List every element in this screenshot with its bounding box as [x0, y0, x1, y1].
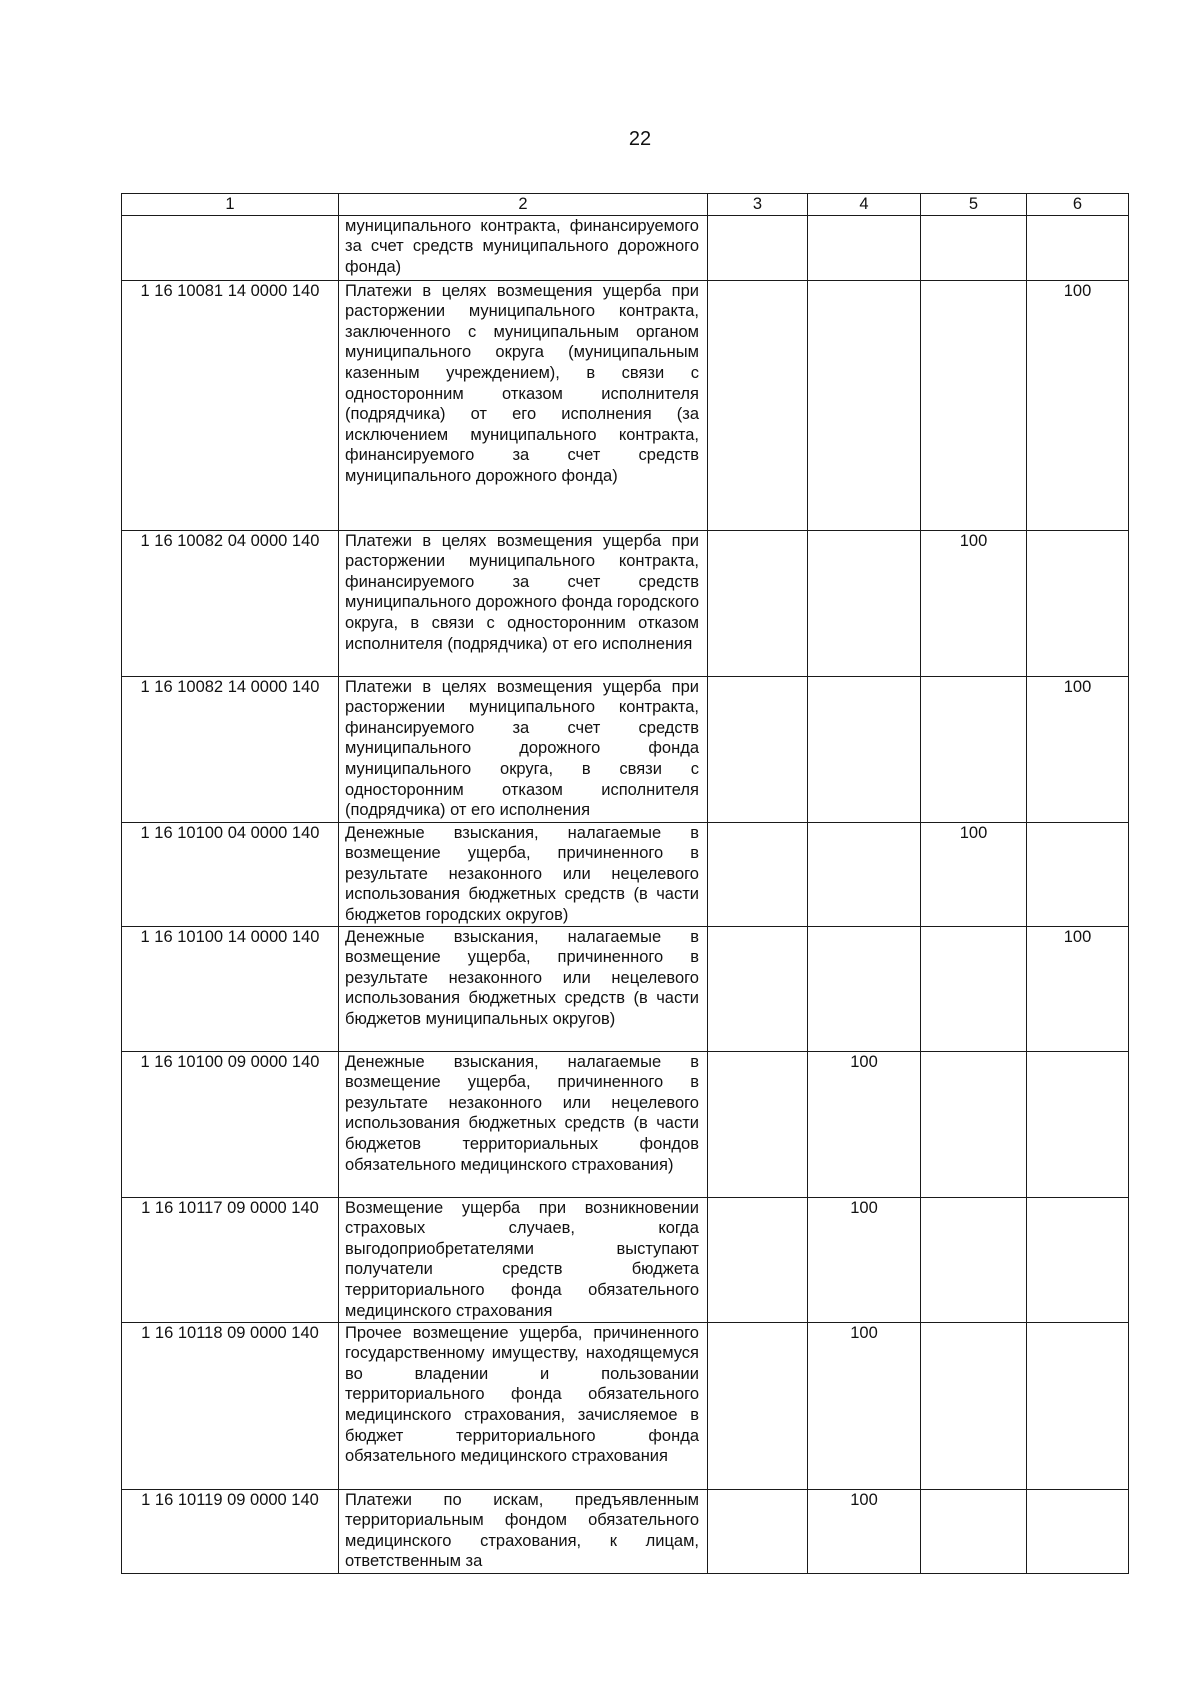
value-cell-col4: 100	[808, 1322, 921, 1489]
column-header: 6	[1027, 194, 1129, 216]
value-cell-col4: 100	[808, 1051, 921, 1197]
description-text: Денежные взыскания, налагаемые в возмещение ущерба, причиненного в результате незаконного или нецелевого использования бюджетных средств (в части бюджетов муниципальных округов)	[345, 927, 699, 1028]
revenue-code-cell: 1 16 10118 09 0000 140	[122, 1322, 339, 1489]
value-cell-col4	[808, 280, 921, 530]
revenue-code-cell: 1 16 10082 14 0000 140	[122, 676, 339, 822]
description-text: Платежи в целях возмещения ущерба при расторжении муниципального контракта, финансируемого за счет средств муниципального дорожного фонда городского округа, в связи с односторонним отказом исполнителя (подрядчика) от его исполнения	[345, 531, 699, 653]
revenue-code-cell: 1 16 10100 04 0000 140	[122, 822, 339, 926]
value-cell-col6	[1027, 1489, 1129, 1573]
value-cell-col3	[708, 530, 808, 676]
description-cell	[339, 822, 708, 926]
description-text: Денежные взыскания, налагаемые в возмещение ущерба, причиненного в результате незаконного или нецелевого использования бюджетных средств (в части бюджетов территориальных фондов обязательного медицинского страхования)	[345, 1052, 699, 1174]
description-cell	[339, 1051, 708, 1197]
revenue-code-cell: 1 16 10100 14 0000 140	[122, 926, 339, 1051]
table-row	[122, 1051, 1129, 1197]
table-row	[122, 280, 1129, 530]
table-row	[122, 926, 1129, 1051]
table-row	[122, 1322, 1129, 1489]
table-row	[122, 215, 1129, 280]
revenue-code-cell: 1 16 10119 09 0000 140	[122, 1489, 339, 1573]
table-row	[122, 1489, 1129, 1573]
description-text: Платежи в целях возмещения ущерба при расторжении муниципального контракта, финансируемого за счет средств муниципального дорожного фонда муниципального округа, в связи с односторонним отказом исполнителя (подрядчика) от его исполнения	[345, 677, 699, 820]
value-cell-col6	[1027, 822, 1129, 926]
value-cell-col5	[921, 1489, 1027, 1573]
revenue-code-cell: 1 16 10082 04 0000 140	[122, 530, 339, 676]
description-text: Прочее возмещение ущерба, причиненного государственному имуществу, находящемуся во владении и пользовании территориального фонда обязательного медицинского страхования, зачисляемое в бюджет территориального фонда обязательного медицинского страхования	[345, 1323, 699, 1466]
description-cell	[339, 280, 708, 530]
revenue-code-cell: 1 16 10100 09 0000 140	[122, 1051, 339, 1197]
table-row	[122, 676, 1129, 822]
value-cell-col3	[708, 1051, 808, 1197]
page-number: 22	[628, 128, 652, 150]
description-cell	[339, 1322, 708, 1489]
value-cell-col6	[1027, 1322, 1129, 1489]
value-cell-col3	[708, 676, 808, 822]
value-cell-col6: 100	[1027, 676, 1129, 822]
revenue-code-cell: 1 16 10081 14 0000 140	[122, 280, 339, 530]
value-cell-col5	[921, 1322, 1027, 1489]
description-cell	[339, 676, 708, 822]
value-cell-col4	[808, 676, 921, 822]
column-header: 5	[921, 194, 1027, 216]
value-cell-col3	[708, 1197, 808, 1322]
value-cell-col6	[1027, 1197, 1129, 1322]
value-cell-col5	[921, 280, 1027, 530]
description-cell	[339, 926, 708, 1051]
value-cell-col6	[1027, 215, 1129, 280]
value-cell-col3	[708, 280, 808, 530]
table-row	[122, 530, 1129, 676]
value-cell-col6	[1027, 1051, 1129, 1197]
value-cell-col5	[921, 215, 1027, 280]
value-cell-col6: 100	[1027, 280, 1129, 530]
column-header: 2	[339, 194, 708, 216]
description-text: Денежные взыскания, налагаемые в возмещение ущерба, причиненного в результате незаконного или нецелевого использования бюджетных средств (в части бюджетов городских округов)	[345, 823, 699, 924]
value-cell-col4	[808, 822, 921, 926]
description-text: Платежи по искам, предъявленным территориальным фондом обязательного медицинского страхования, к лицам, ответственным за	[345, 1490, 699, 1571]
value-cell-col3	[708, 822, 808, 926]
description-cell	[339, 1489, 708, 1573]
value-cell-col4	[808, 530, 921, 676]
value-cell-col5	[921, 676, 1027, 822]
revenue-codes-table	[121, 193, 1129, 1574]
value-cell-col3	[708, 215, 808, 280]
value-cell-col4: 100	[808, 1489, 921, 1573]
description-text: Возмещение ущерба при возникновении страховых случаев, когда выгодоприобретателями выступают получатели средств бюджета территориального фонда обязательного медицинского страхования	[345, 1198, 699, 1320]
value-cell-col6	[1027, 530, 1129, 676]
description-cell	[339, 215, 708, 280]
value-cell-col3	[708, 926, 808, 1051]
table-header-row	[122, 194, 1129, 216]
value-cell-col6: 100	[1027, 926, 1129, 1051]
value-cell-col4	[808, 215, 921, 280]
description-cell	[339, 530, 708, 676]
value-cell-col3	[708, 1322, 808, 1489]
value-cell-col4: 100	[808, 1197, 921, 1322]
value-cell-col5	[921, 1051, 1027, 1197]
value-cell-col5: 100	[921, 822, 1027, 926]
description-cell	[339, 1197, 708, 1322]
value-cell-col3	[708, 1489, 808, 1573]
revenue-code-cell	[122, 215, 339, 280]
value-cell-col5: 100	[921, 530, 1027, 676]
column-header: 3	[708, 194, 808, 216]
value-cell-col5	[921, 1197, 1027, 1322]
table-row	[122, 822, 1129, 926]
revenue-code-cell: 1 16 10117 09 0000 140	[122, 1197, 339, 1322]
column-header: 4	[808, 194, 921, 216]
column-header: 1	[122, 194, 339, 216]
description-text: Платежи в целях возмещения ущерба при расторжении муниципального контракта, заключенного с муниципальным органом муниципального округа (муниципальным казенным учреждением), в связи с односторонним отказом исполнителя (подрядчика) от его исполнения (за исключением муниципального контракта, финансируемого за счет средств муниципального дорожного фонда)	[345, 281, 699, 485]
table-row	[122, 1197, 1129, 1322]
value-cell-col5	[921, 926, 1027, 1051]
value-cell-col4	[808, 926, 921, 1051]
description-text: муниципального контракта, финансируемого за счет средств муниципального дорожного фонда)	[345, 216, 699, 276]
